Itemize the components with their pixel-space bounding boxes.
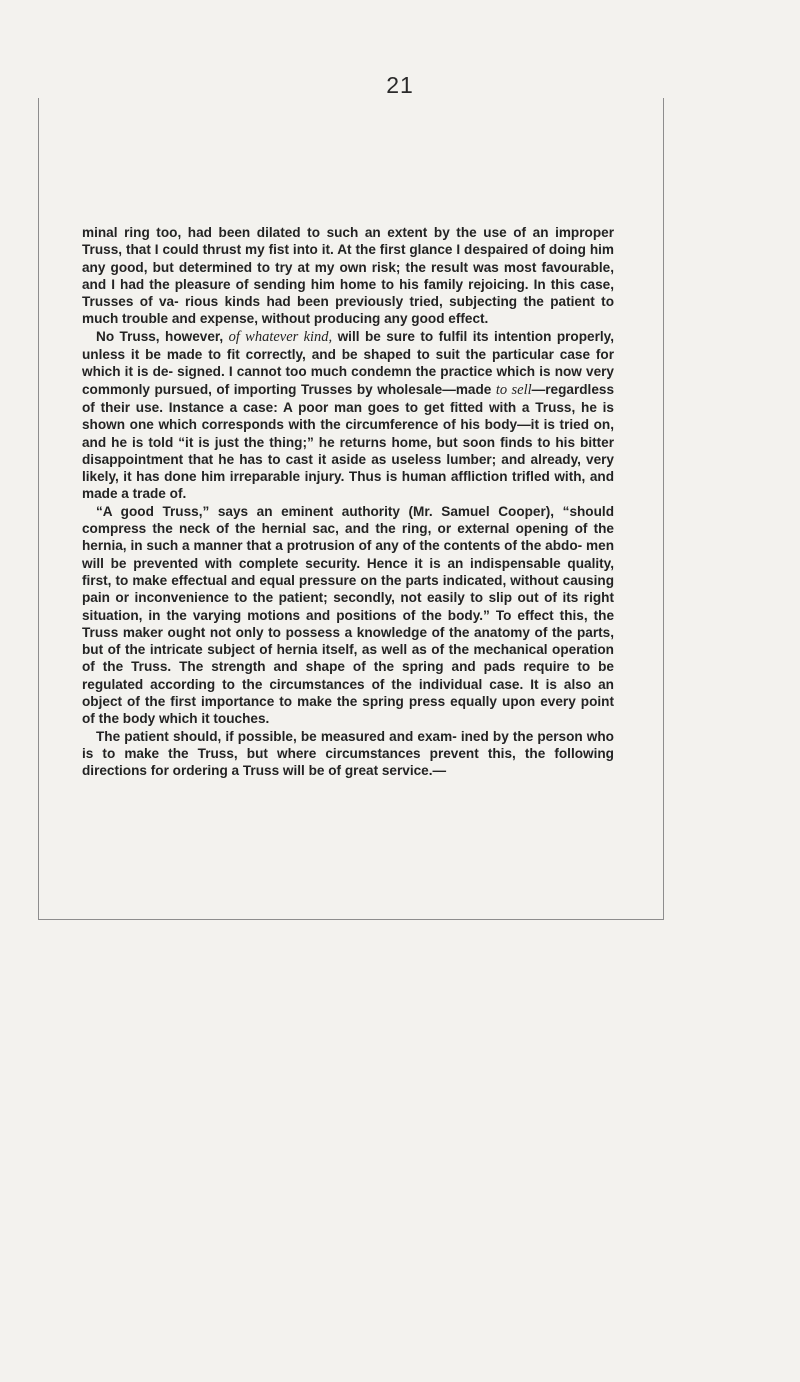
paragraph-2 [82,328,614,503]
italic-phrase-to-sell: to sell [495,381,532,398]
body-text [82,224,614,780]
paragraph-2-part-b: will be sure to fulfil its intention properly, unless it be made to fit correctly, and be shaped to suit the particular case for which it is de- signed. I cannot too much condemn the practice which is now very commonly pursued, of importing Trusses by wholesale—made [82,328,614,397]
paragraph-1: minal ring too, had been dilated to such an extent by the use of an improper Truss, that I could thrust my fist into it. At the first glance I despaired of doing him any good, but determined to try at my own risk; the result was most favourable, and I had the pleasure of sending him home to his family rejoicing. In this case, Trusses of va- rious kinds had been previously tried, subjecting the patient to much trouble and expense, without producing any good effect. [82,225,614,327]
paragraph-2-part-c: —regardless of their use. Instance a case: A poor man goes to get fitted with a Truss, he is shown one which corresponds with the circumference of his body—it is tried on, and he is told “it is just the thing;” he returns home, but soon finds to his bitter disappointment that he has to cast it aside as useless lumber; and already, very likely, it has done him irreparable injury. Thus is human affliction trifled with, and made a trade of. [82,381,615,502]
paragraph-2-part-a: No Truss, however, [96,328,229,344]
paragraph-3-quote: “A good Truss,” says an eminent authority (Mr. Samuel Cooper), “should compress the neck of the hernial sac, and the ring, or external opening of the hernia, in such a manner that a protrusion of any of the contents of the abdo- men will be prevented with complete security. Hence it is an indispensable quality, first, to make effectual and equal pressure on the parts indicated, without causing pain or inconvenience to the patient; secondly, not easily to slip out of its right situation, in the varying motions and positions of the body.” To effect this, the Truss maker ought not only to possess a knowledge of the anatomy of the parts, but of the intricate subject of hernia itself, as well as of the mechanical operation of the Truss. The strength and shape of the spring and pads require to be regulated according to the circumstances of the individual case. It is also an object of the first importance to make the spring press equally upon every point of the body which it touches. [82,503,614,727]
page-number: 21 [386,72,414,98]
italic-phrase-whatever-kind: of whatever kind, [228,328,333,345]
paragraph-4: The patient should, if possible, be measured and exam- ined by the person who is to make the Truss, but where circumstances prevent this, the following directions for ordering a Truss will be of great service.— [82,728,614,779]
